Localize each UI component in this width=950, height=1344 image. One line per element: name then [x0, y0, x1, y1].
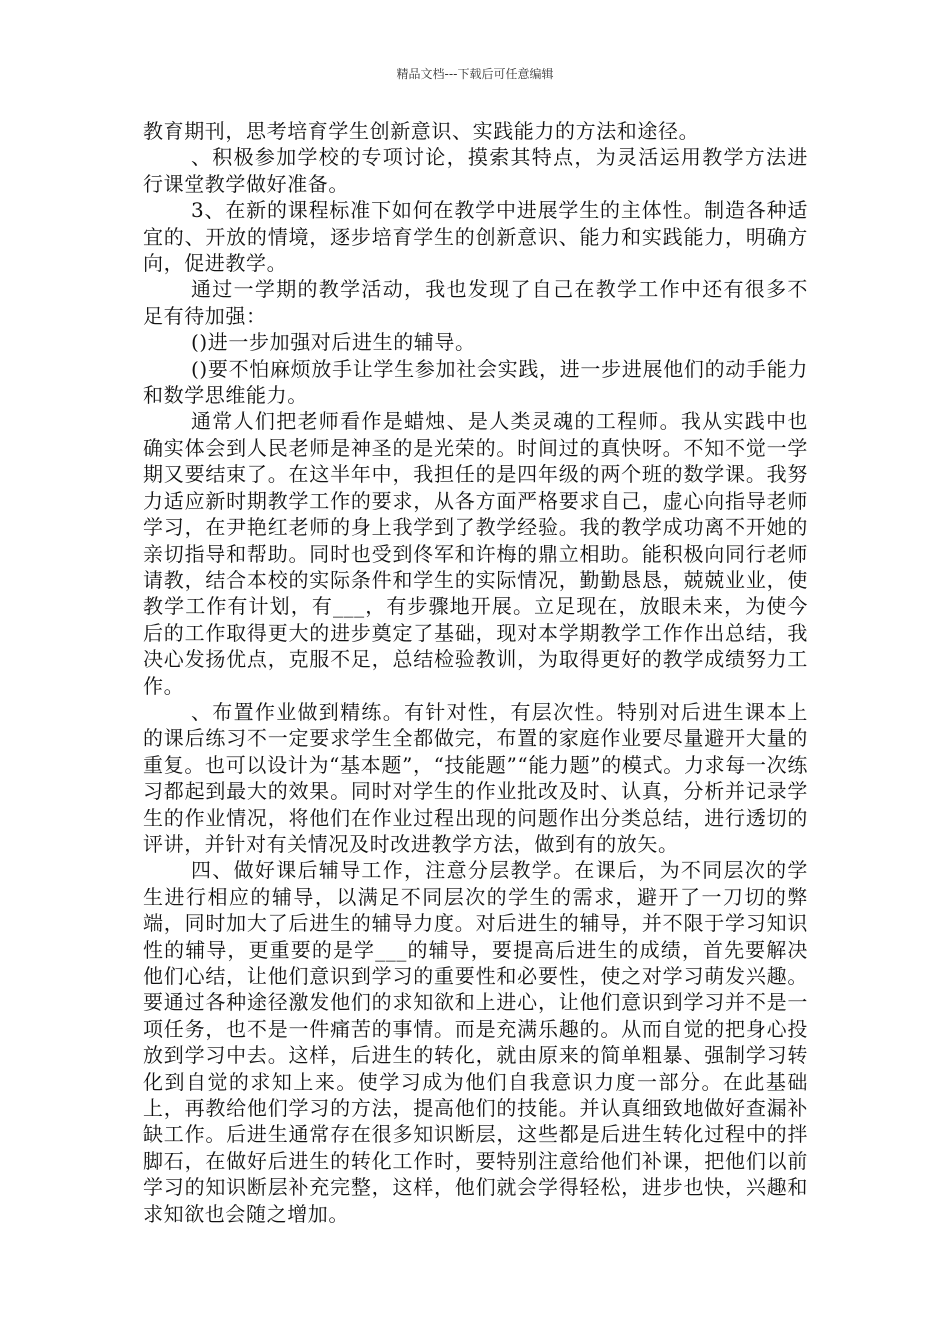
- paragraph: ()进一步加强对后进生的辅导。: [191, 330, 476, 355]
- paragraph: 通过一学期的教学活动，我也发现了自己在教学工作中还有很多不足有待加强：: [143, 277, 808, 328]
- paragraph: 通常人们把老师看作是蜡烛、是人类灵魂的工程师。我从实践中也确实体会到人民老师是神圣的是光荣的。时间过的真快呀。不知不觉一学期又要结束了。在这半年中，我担任的是四年级的两个班的数学课。我努力适应新时期教学工作的要求，从各方面严格要求自己，虚心向指导老师学习，在尹艳红老师的身上我学到了教学经验。我的教学成功离不开她的亲切指导和帮助。同时也受到佟军和许梅的鼎立相助。能积极向同行老师请教，结合本校的实际条件和学生的实际情况，勤勤恳恳，兢兢业业，使教学工作有计划，有___，有步骤地开展。立足现在，放眼未来，为使今后的工作取得更大的进步奠定了基础，现对本学期教学工作作出总结，我决心发扬优点，克服不足，总结检验教训，为取得更好的教学成绩努力工作。: [143, 409, 808, 698]
- page-header: 精品文档---下载后可任意编辑: [396, 67, 554, 81]
- paragraph: 、布置作业做到精练。有针对性，有层次性。特别对后进生课本上的课后练习不一定要求学生全都做完，布置的家庭作业要尽量避开大量的重复。也可以设计为“基本题”，“技能题”“能力题”的模式。力求每一次练习都起到最大的效果。同时对学生的作业批改及时、认真，分析并记录学生的作业情况，将他们在作业过程出现的问题作出分类总结，进行透切的评讲，并针对有关情况及时改进教学方法，做到有的放矢。: [143, 699, 808, 856]
- paragraph: 3、在新的课程标准下如何在教学中进展学生的主体性。制造各种适宜的、开放的情境，逐步培育学生的创新意识、能力和实践能力，明确方向，促进教学。: [143, 198, 808, 276]
- paragraph: 教育期刊，思考培育学生创新意识、实践能力的方法和途径。: [143, 119, 700, 143]
- paragraph: 、积极参加学校的专项讨论，摸索其特点，为灵活运用教学方法进行课堂教学做好准备。: [143, 145, 808, 196]
- document-body: [143, 118, 808, 1227]
- paragraph: ()要不怕麻烦放手让学生参加社会实践，进一步进展他们的动手能力和数学思维能力。: [143, 356, 808, 408]
- paragraph: 四、做好课后辅导工作，注意分层教学。在课后，为不同层次的学生进行相应的辅导，以满足不同层次的学生的需求，避开了一刀切的弊端，同时加大了后进生的辅导力度。对后进生的辅导，并不限于学习知识性的辅导，更重要的是学___的辅导，要提高后进生的成绩，首先要解决他们心结，让他们意识到学习的重要性和必要性，使之对学习萌发兴趣。要通过各种途径激发他们的求知欲和上进心，让他们意识到学习并不是一项任务，也不是一件痛苦的事情。而是充满乐趣的。从而自觉的把身心投放到学习中去。这样，后进生的转化，就由原来的简单粗暴、强制学习转化到自觉的求知上来。使学习成为他们自我意识力度一部分。在此基础上，再教给他们学习的方法，提高他们的技能。并认真细致地做好查漏补缺工作。后进生通常存在很多知识断层，这些都是后进生转化过程中的拌脚石，在做好后进生的转化工作时，要特别注意给他们补课，把他们以前学习的知识断层补充完整，这样，他们就会学得轻松，进步也快，兴趣和求知欲也会随之增加。: [143, 858, 808, 1226]
